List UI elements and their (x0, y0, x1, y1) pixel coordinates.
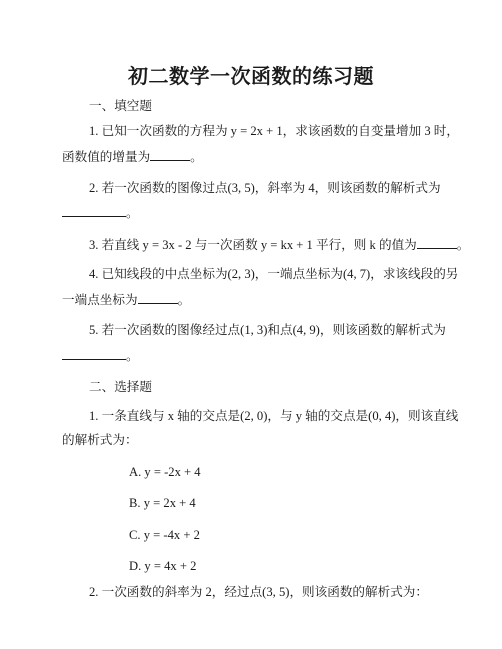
section-heading-fill-in: 一、填空题 (89, 99, 152, 113)
question-5-end: 。 (126, 349, 139, 363)
question-2-end: 。 (126, 206, 139, 220)
mc-question-1-line-1: 1. 一条直线与 x 轴的交点是(2, 0)，与 y 轴的交点是(0, 4)，则该直线 (89, 409, 459, 423)
question-1-line-2 (62, 148, 203, 165)
question-4-text: 一端点坐标为 (62, 293, 138, 307)
question-3-text: 3. 若直线 y = 3x - 2 与一次函数 y = kx + 1 平行，则 k 的值为 (89, 238, 417, 252)
question-1-line-1: 1. 已知一次函数的方程为 y = 2x + 1，求该函数的自变量增加 3 时， (89, 124, 459, 138)
question-3-end: 。 (456, 238, 470, 252)
answer-blank (62, 204, 126, 217)
answer-blank (62, 347, 126, 360)
mc-question-2-line-1: 2. 一次函数的斜率为 2，经过点(3, 5)，则该函数的解析式为： (89, 585, 428, 599)
section-heading-multiple-choice: 二、选择题 (89, 380, 152, 394)
question-1-end: 。 (190, 150, 203, 164)
question-1-text: 函数值的增量为 (62, 150, 151, 164)
question-2-line-1: 2. 若一次函数的图像过点(3, 5)，斜率为 4，则该函数的解析式为 (89, 181, 441, 195)
question-2-line-2 (62, 204, 139, 221)
page-title: 初二数学一次函数的练习题 (128, 66, 374, 88)
question-4-line-1: 4. 已知线段的中点坐标为(2, 3)，一端点坐标为(4, 7)，求该线段的另 (89, 267, 459, 281)
question-5-line-1: 5. 若一次函数的图像经过点(1, 3)和点(4, 9)，则该函数的解析式为 (89, 323, 446, 337)
question-5-line-2 (62, 347, 139, 364)
mc-question-1-line-2: 的解析式为： (62, 433, 138, 447)
mc-option-b: B. y = 2x + 4 (129, 496, 196, 510)
mc-option-a: A. y = -2x + 4 (129, 465, 201, 479)
answer-blank (417, 236, 457, 249)
question-3-line-1 (89, 236, 469, 253)
answer-blank (138, 291, 178, 304)
mc-option-d: D. y = 4x + 2 (129, 559, 197, 573)
question-4-line-2 (62, 291, 190, 308)
mc-option-c: C. y = -4x + 2 (129, 528, 200, 542)
question-4-end: 。 (177, 293, 191, 307)
answer-blank (150, 148, 190, 161)
